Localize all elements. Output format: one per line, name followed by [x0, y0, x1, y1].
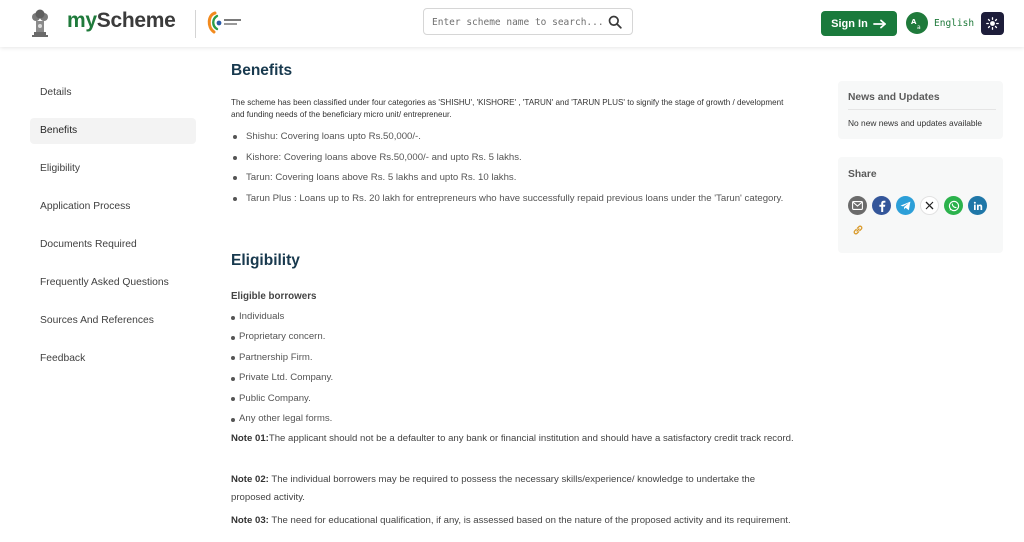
brand-suffix: Scheme	[96, 9, 176, 32]
telegram-icon[interactable]	[896, 196, 915, 215]
eligibility-list	[231, 307, 333, 429]
list-item: Partnership Firm.	[231, 348, 333, 368]
top-header	[0, 0, 1024, 47]
benefits-intro: The scheme has been classified under four categories as 'SHISHU', 'KISHORE' , 'TARUN' and 'TARUN PLUS' to signify the stage of growth / development and funding needs of the beneficiary micro unit/ entrepreneur.	[231, 98, 784, 119]
sidebar-item-benefits[interactable]: Benefits	[30, 118, 196, 144]
search-icon[interactable]	[608, 15, 622, 29]
news-title: News and Updates	[848, 92, 940, 103]
list-item: Individuals	[231, 307, 333, 327]
note-text: The need for educational qualification, if any, is assessed based on the nature of the proposed activity and its requirement.	[268, 515, 791, 526]
sidebar-item-feedback[interactable]: Feedback	[40, 353, 86, 364]
news-updates-card	[838, 81, 1003, 139]
sun-icon	[986, 17, 999, 30]
whatsapp-icon[interactable]	[944, 196, 963, 215]
list-item: Any other legal forms.	[231, 409, 333, 429]
list-item: Public Company.	[231, 389, 333, 409]
list-item: Shishu: Covering loans upto Rs.50,000/-.	[231, 128, 791, 146]
search-box	[423, 8, 633, 35]
theme-toggle-button[interactable]	[981, 12, 1004, 35]
link-icon[interactable]	[848, 220, 867, 239]
list-item: Kishore: Covering loans above Rs.50,000/- and upto Rs. 5 lakhs.	[231, 149, 791, 167]
note-label: Note 01:	[231, 433, 269, 444]
sidebar-item-documents-required[interactable]: Documents Required	[40, 239, 137, 250]
arrow-right-icon	[873, 19, 887, 29]
benefits-heading: Benefits	[231, 62, 293, 79]
linkedin-icon[interactable]	[968, 196, 987, 215]
sidebar-item-details[interactable]: Details	[40, 87, 72, 98]
note-text: The individual borrowers may be required to possess the necessary skills/experience/ knowledge to undertake the proposed activity.	[231, 474, 756, 503]
sidebar-item-eligibility[interactable]: Eligibility	[40, 163, 81, 174]
list-item: Tarun Plus : Loans up to Rs. 20 lakh for entrepreneurs who have successfully repaid previous loans under the 'Tarun' category.	[231, 190, 791, 208]
mail-icon[interactable]	[848, 196, 867, 215]
search-input[interactable]	[432, 13, 604, 31]
eligibility-note-3	[231, 512, 796, 530]
eligibility-subheading: Eligible borrowers	[231, 291, 317, 302]
sidebar-item-application-process[interactable]: Application Process	[40, 201, 131, 212]
news-empty-text: No new news and updates available	[848, 118, 983, 128]
benefits-list	[231, 128, 791, 210]
svg-text:a: a	[917, 24, 921, 30]
list-item: Proprietary concern.	[231, 327, 333, 347]
language-selector[interactable]	[906, 12, 974, 34]
facebook-icon[interactable]	[872, 196, 891, 215]
share-title: Share	[848, 169, 877, 180]
news-divider	[848, 109, 996, 110]
brand-prefix: my	[67, 9, 97, 32]
share-buttons	[848, 196, 987, 215]
x-icon[interactable]	[920, 196, 939, 215]
digital-india-logo-icon[interactable]	[205, 10, 243, 36]
eligibility-note-1	[231, 430, 796, 448]
share-card	[838, 157, 1003, 253]
note-text: The applicant should not be a defaulter to any bank or financial institution and should have a satisfactory credit track record.	[268, 433, 794, 444]
note-label: Note 03:	[231, 515, 269, 526]
svg-text:A: A	[911, 18, 917, 26]
note-label: Note 02:	[231, 474, 269, 485]
eligibility-note-2	[231, 471, 796, 506]
brand-logo[interactable]	[67, 9, 176, 33]
list-item: Private Ltd. Company.	[231, 368, 333, 388]
list-item: Tarun: Covering loans above Rs. 5 lakhs and upto Rs. 10 lakhs.	[231, 169, 791, 187]
sign-in-label: Sign In	[831, 17, 868, 30]
sidebar-item-sources[interactable]: Sources And References	[40, 315, 154, 326]
national-emblem-icon[interactable]	[28, 7, 52, 39]
sidebar-item-faq[interactable]: Frequently Asked Questions	[40, 277, 169, 288]
translate-icon	[906, 12, 928, 34]
brand-divider	[195, 10, 196, 38]
section-sidebar	[30, 80, 196, 384]
eligibility-heading: Eligibility	[231, 252, 300, 269]
sign-in-button[interactable]	[821, 11, 897, 36]
language-label: English	[934, 17, 975, 29]
